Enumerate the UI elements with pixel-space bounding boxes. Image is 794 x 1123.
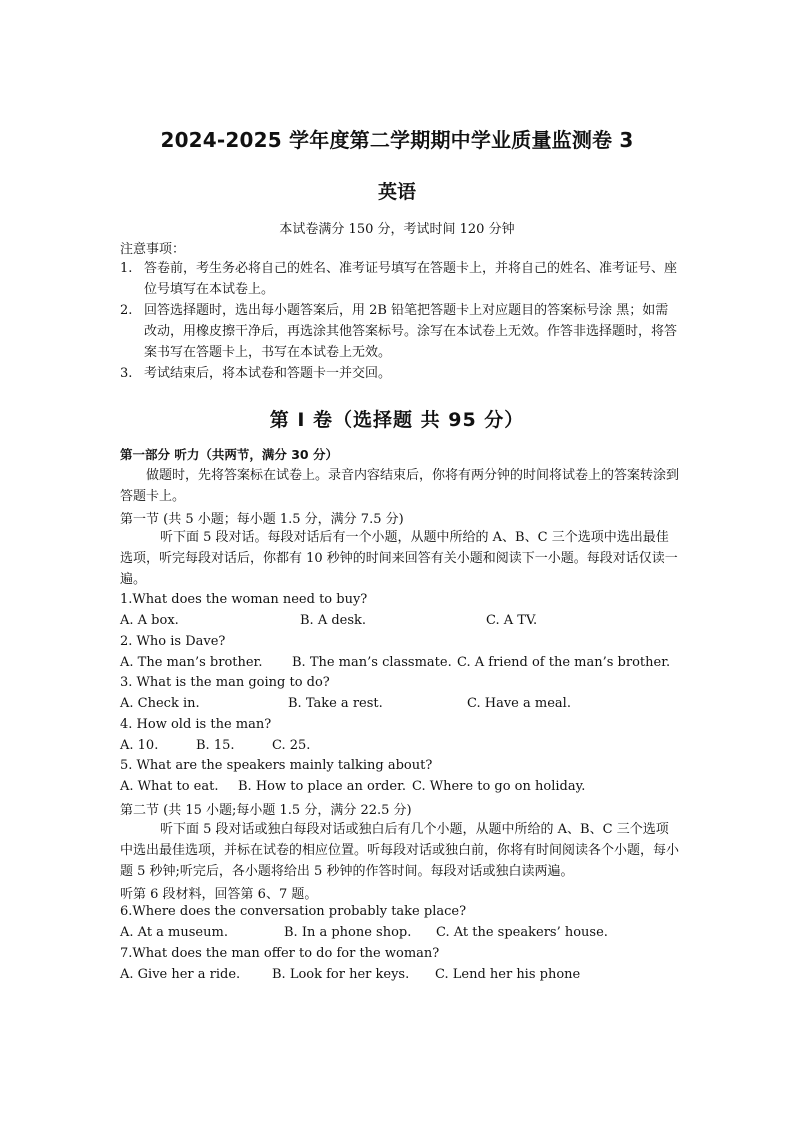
q5-option-b: B. How to place an order.: [238, 779, 406, 794]
sec1-title: 第一节 (共 5 小题；每小题 1.5 分，满分 7.5 分): [120, 512, 404, 527]
question-6: 6.Where does the conversation probably take place?: [120, 904, 467, 919]
notice-item: [120, 300, 680, 363]
q4-option-a: A. 10.: [120, 738, 159, 753]
notice-text: 答卷前，考生务必将自己的姓名、准考证号填写在答题卡上，并将自己的姓名、准考证号、座位号填写在本试卷上。: [144, 261, 678, 297]
notice-text: 考试结束后，将本试卷和答题卡一并交回。: [144, 366, 392, 381]
notice-number: 1.: [120, 261, 133, 276]
q2-option-c: C. A friend of the man’s brother.: [457, 655, 671, 670]
q5-option-c: C. Where to go on holiday.: [412, 779, 586, 794]
exam-info: 本试卷满分 150 分，考试时间 120 分钟: [279, 222, 515, 237]
question-2: 2. Who is Dave?: [120, 634, 226, 649]
q5-option-a: A. What to eat.: [120, 779, 219, 794]
q1-option-a: A. A box.: [120, 613, 179, 628]
part1-title: 第一部分 听力（共两节，满分 30 分）: [120, 447, 338, 462]
notice-item: [120, 363, 680, 384]
question-1: 1.What does the woman need to buy?: [120, 592, 368, 607]
q4-option-c: C. 25.: [272, 738, 311, 753]
notice-text: 回答选择题时，选出每小题答案后，用 2B 铅笔把答题卡上对应题目的答案标号涂 黑；如需改动，用橡皮擦干净后，再选涂其他答案标号。涂写在本试卷上无效。作答非选择题时，将答案书写在答题卡上，书写在本试卷上无效。: [144, 303, 678, 360]
notice-heading: 注意事项：: [120, 242, 186, 257]
q6-option-a: A. At a museum.: [120, 925, 228, 940]
section-title: 第 I 卷（选择题 共 95 分）: [269, 409, 525, 431]
question-7: 7.What does the man offer to do for the woman?: [120, 946, 440, 961]
notice-number: 3.: [120, 366, 133, 381]
q1-option-c: C. A TV.: [486, 613, 538, 628]
q2-option-b: B. The man’s classmate.: [292, 655, 452, 670]
q3-option-b: B. Take a rest.: [288, 696, 383, 711]
q7-option-c: C. Lend her his phone: [435, 967, 581, 982]
subject-title: 英语: [377, 181, 416, 203]
part1-intro: 做题时，先将答案标在试卷上。录音内容结束后，你将有两分钟的时间将试卷上的答案转涂到答题卡上。: [120, 468, 680, 504]
q7-option-b: B. Look for her keys.: [272, 967, 410, 982]
q1-option-b: B. A desk.: [300, 613, 367, 628]
sec2-group-6: 听第 6 段材料，回答第 6、7 题。: [120, 887, 318, 902]
sec1-intro: 听下面 5 段对话。每段对话后有一个小题，从题中所给的 A、B、C 三个选项中选出最佳选项，听完每段对话后，你都有 10 秒钟的时间来回答有关小题和阅读下一小题。每段对话仅读一遍。: [120, 530, 678, 587]
q6-option-b: B. In a phone shop.: [284, 925, 412, 940]
q7-option-a: A. Give her a ride.: [120, 967, 241, 982]
question-5: 5. What are the speakers mainly talking about?: [120, 758, 433, 773]
q6-option-c: C. At the speakers’ house.: [436, 925, 608, 940]
q3-option-a: A. Check in.: [120, 696, 200, 711]
q4-option-b: B. 15.: [196, 738, 235, 753]
question-3: 3. What is the man going to do?: [120, 675, 330, 690]
sec2-intro: 听下面 5 段对话或独白每段对话或独白后有几个小题，从题中所给的 A、B、C 三个选项中选出最佳选项，并标在试卷的相应位置。听每段对话或独白前，你将有时间阅读各个小题，每小题 5 秒钟;听完后，各小题将给出 5 秒钟的作答时间。每段对话或独白读两遍。: [120, 822, 680, 879]
notice-item: [120, 258, 680, 300]
q3-option-c: C. Have a meal.: [467, 696, 571, 711]
notice-number: 2.: [120, 303, 133, 318]
q2-option-a: A. The man’s brother.: [120, 655, 263, 670]
exam-title: 2024-2025 学年度第二学期期中学业质量监测卷 3: [160, 128, 634, 152]
sec2-title: 第二节 (共 15 小题;每小题 1.5 分，满分 22.5 分): [120, 803, 412, 818]
question-4: 4. How old is the man?: [120, 717, 272, 732]
